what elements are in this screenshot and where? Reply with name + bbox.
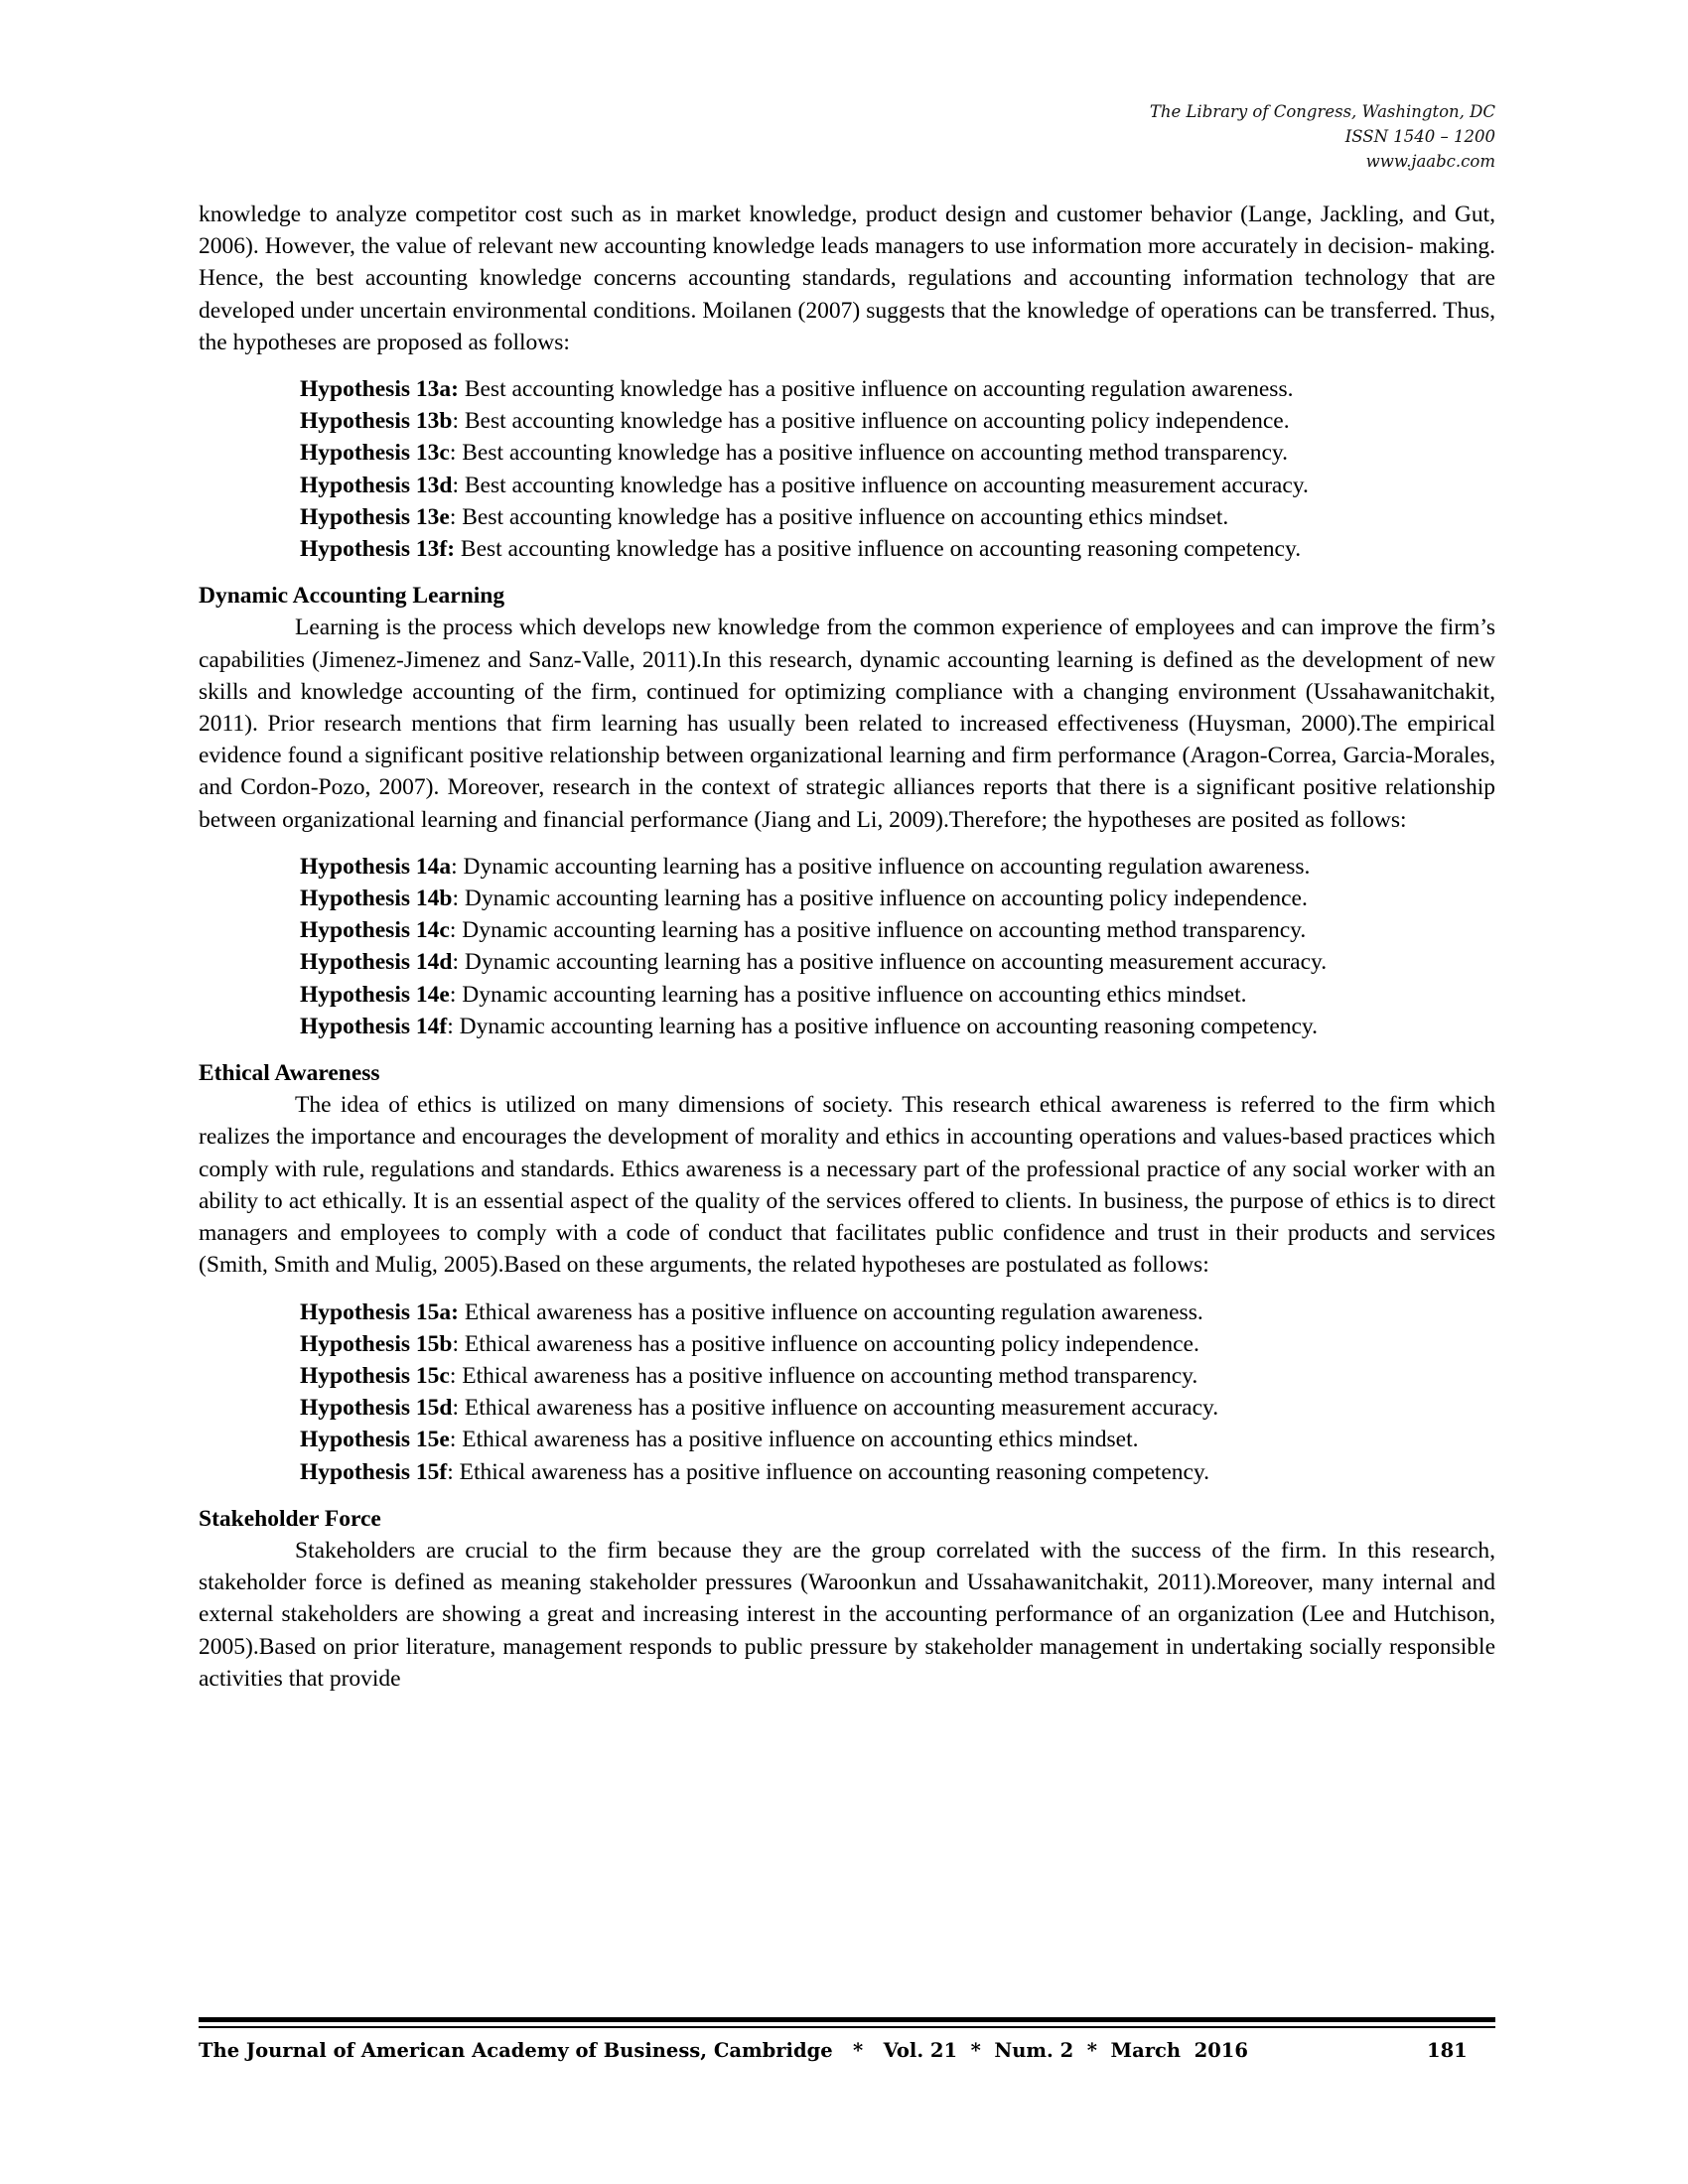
running-header xyxy=(1150,99,1495,174)
hypothesis-label: Hypothesis 14e xyxy=(300,981,450,1008)
section-heading-ethical-awareness: Ethical Awareness xyxy=(199,1060,380,1087)
hypothesis-label: Hypothesis 14c xyxy=(300,917,450,944)
hypothesis-14a xyxy=(300,851,1495,883)
hypothesis-13d xyxy=(300,470,1495,501)
hypothesis-15e xyxy=(300,1424,1495,1455)
hypothesis-15b xyxy=(300,1328,1495,1360)
hypothesis-text: : Ethical awareness has a positive influence on accounting reasoning competency. xyxy=(447,1458,1210,1485)
hypothesis-label: Hypothesis 14a xyxy=(300,853,452,880)
hypothesis-label: Hypothesis 15d xyxy=(300,1395,453,1422)
hypothesis-text: Best accounting knowledge has a positive influence on accounting reasoning competency. xyxy=(455,536,1302,563)
section-heading-stakeholder-force: Stakeholder Force xyxy=(199,1505,381,1532)
section-paragraph-ethical-awareness: The idea of ethics is utilized on many dimensions of society. This research ethical awareness is referred to the firm which realizes the importance and encourages the development of morality and ethics in accounting operations and values-based practices which comply with rule, regulations and standards. Ethics awareness is a necessary part of the professional practice of any social worker with an ability to act ethically. It is an essential aspect of the quality of the services offered to clients. In business, the purpose of ethics is to direct managers and employees to comply with a code of conduct that facilitates public confidence and trust in their products and services (Smith, Smith and Mulig, 2005).Based on these arguments, the related hypotheses are postulated as follows: xyxy=(199,1092,1495,1279)
hypothesis-text: : Dynamic accounting learning has a positive influence on accounting reasoning competency. xyxy=(447,1013,1319,1039)
hypothesis-label: Hypothesis 15f xyxy=(300,1458,448,1485)
hypothesis-label: Hypothesis 14b xyxy=(300,886,453,912)
hypothesis-text: : Ethical awareness has a positive influence on accounting ethics mindset. xyxy=(449,1427,1139,1453)
hypothesis-13e xyxy=(300,501,1495,533)
hypothesis-text: : Ethical awareness has a positive influence on accounting method transparency. xyxy=(449,1362,1198,1389)
hypothesis-text: : Ethical awareness has a positive influence on accounting measurement accuracy. xyxy=(452,1395,1219,1422)
hypothesis-label: Hypothesis 13b xyxy=(300,408,453,435)
hypothesis-text: : Best accounting knowledge has a positive influence on accounting policy independence. xyxy=(452,408,1290,435)
hypothesis-text: Best accounting knowledge has a positive influence on accounting regulation awareness. xyxy=(458,376,1294,403)
hypothesis-text: : Best accounting knowledge has a positive influence on accounting ethics mindset. xyxy=(449,503,1229,530)
hypothesis-14f xyxy=(300,1011,1495,1042)
hypothesis-14e xyxy=(300,979,1495,1011)
header-issn-line: ISSN 1540 – 1200 xyxy=(1344,127,1495,146)
hypothesis-text: : Dynamic accounting learning has a positive influence on accounting regulation awareness. xyxy=(451,853,1311,880)
hypothesis-15d xyxy=(300,1392,1495,1424)
footer-thick-rule xyxy=(199,2017,1495,2022)
footer-thin-rule xyxy=(199,2026,1495,2028)
hypothesis-label: Hypothesis 15c xyxy=(300,1362,450,1389)
hypothesis-14c xyxy=(300,914,1495,946)
section-paragraph-stakeholder-force: Stakeholders are crucial to the firm because they are the group correlated with the success of the firm. In this research, stakeholder force is defined as meaning stakeholder pressures (Waroonkun and Ussahawanitchakit, 2011).Moreover, many internal and external stakeholders are showing a great and increasing interest in the accounting performance of an organization (Lee and Hutchison, 2005).Based on prior literature, management responds to public pressure by stakeholder management in undertaking socially responsible activities that provide xyxy=(199,1537,1495,1692)
hypothesis-label: Hypothesis 15a: xyxy=(300,1298,459,1325)
hypothesis-label: Hypothesis 15e xyxy=(300,1427,450,1453)
hypothesis-label: Hypothesis 15b xyxy=(300,1330,453,1357)
hypothesis-13b xyxy=(300,405,1495,437)
hypothesis-text: : Dynamic accounting learning has a positive influence on accounting ethics mindset. xyxy=(449,981,1247,1008)
hypothesis-14d xyxy=(300,946,1495,978)
hypothesis-15c xyxy=(300,1360,1495,1392)
hypothesis-label: Hypothesis 13e xyxy=(300,503,450,530)
hypothesis-label: Hypothesis 13c xyxy=(300,440,450,467)
hypotheses-13-list xyxy=(199,373,1495,565)
section-heading-dynamic-accounting-learning: Dynamic Accounting Learning xyxy=(199,583,505,610)
hypothesis-text: : Best accounting knowledge has a positive influence on accounting method transparency. xyxy=(449,440,1289,467)
hypothesis-text: : Best accounting knowledge has a positive influence on accounting measurement accuracy. xyxy=(452,472,1309,498)
hypothesis-label: Hypothesis 13d xyxy=(300,472,453,498)
hypothesis-text: : Ethical awareness has a positive influence on accounting policy independence. xyxy=(452,1330,1199,1357)
hypothesis-text: : Dynamic accounting learning has a positive influence on accounting measurement accuracy. xyxy=(452,949,1328,976)
hypothesis-14b xyxy=(300,883,1495,914)
hypothesis-text: : Dynamic accounting learning has a positive influence on accounting policy independence. xyxy=(452,886,1308,912)
hypothesis-text: Ethical awareness has a positive influence on accounting regulation awareness. xyxy=(458,1298,1203,1325)
hypotheses-15-list xyxy=(199,1297,1495,1488)
section-paragraph-dynamic-accounting-learning: Learning is the process which develops new knowledge from the common experience of employees and can improve the firm’s capabilities (Jimenez-Jimenez and Sanz-Valle, 2011).In this research, dynamic accounting learning is defined as the development of new skills and knowledge accounting of the firm, continued for optimizing compliance with a changing environment (Ussahawanitchakit, 2011). Prior research mentions that firm learning has usually been related to increased effectiveness (Huysman, 2000).The empirical evidence found a significant positive relationship between organizational learning and firm performance (Aragon-Correa, Garcia-Morales, and Cordon-Pozo, 2007). Moreover, research in the context of strategic alliances reports that there is a significant positive relationship between organizational learning and financial performance (Jiang and Li, 2009).Therefore; the hypotheses are posited as follows: xyxy=(199,614,1495,833)
hypothesis-13f xyxy=(300,533,1495,565)
hypothesis-label: Hypothesis 14f xyxy=(300,1013,448,1039)
hypothesis-label: Hypothesis 13f: xyxy=(300,536,456,563)
header-library-line: The Library of Congress, Washington, DC xyxy=(1149,102,1495,121)
hypothesis-label: Hypothesis 13a: xyxy=(300,376,459,403)
page-number: 181 xyxy=(1427,2039,1468,2062)
page-body xyxy=(199,199,1495,1695)
hypothesis-text: : Dynamic accounting learning has a positive influence on accounting method transparency. xyxy=(449,917,1307,944)
hypothesis-13c xyxy=(300,437,1495,469)
footer-journal-citation: The Journal of American Academy of Business, Cambridge * Vol. 21 * Num. 2 * March 2016 xyxy=(199,2039,1248,2062)
hypothesis-15a xyxy=(300,1297,1495,1328)
hypothesis-13a xyxy=(300,373,1495,405)
hypotheses-14-list xyxy=(199,851,1495,1042)
hypothesis-label: Hypothesis 14d xyxy=(300,949,453,976)
intro-paragraph: knowledge to analyze competitor cost such as in market knowledge, product design and customer behavior (Lange, Jackling, and Gut, 2006). However, the value of relevant new accounting knowledge leads managers to use information more accurately in decision- making. Hence, the best accounting knowledge concerns accounting standards, regulations and accounting information technology that are developed under uncertain environmental conditions. Moilanen (2007) suggests that the knowledge of operations can be transferred. Thus, the hypotheses are proposed as follows: xyxy=(199,202,1495,355)
hypothesis-15f xyxy=(300,1456,1495,1488)
header-website-line: www.jaabc.com xyxy=(1365,152,1495,171)
